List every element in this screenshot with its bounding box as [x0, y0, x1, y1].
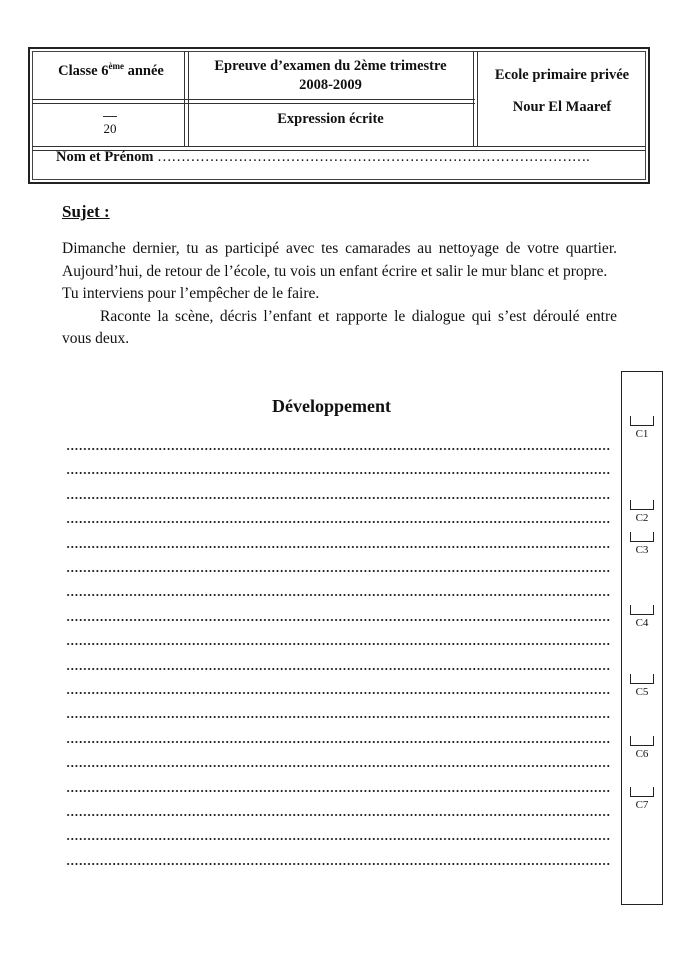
writing-line[interactable]	[66, 863, 611, 865]
header-divider	[32, 99, 475, 104]
criterion-marker	[629, 736, 655, 760]
prompt-paragraph: Raconte la scène, décris l’enfant et rapporte le dialogue qui s’est déroulé entre vous deux.	[62, 307, 617, 347]
criterion-score-bracket[interactable]	[630, 674, 654, 684]
score-total: 20	[103, 121, 117, 136]
score-field	[80, 116, 140, 137]
name-dots: ……………………………………………………………………………….	[157, 149, 590, 165]
writing-line[interactable]	[66, 814, 611, 816]
writing-line[interactable]	[66, 838, 611, 840]
writing-line[interactable]	[66, 692, 611, 694]
exam-header-table	[28, 47, 650, 184]
criterion-marker	[629, 674, 655, 698]
name-field	[56, 149, 590, 166]
criterion-score-bracket[interactable]	[630, 605, 654, 615]
sujet-prompt	[62, 238, 617, 351]
school-type: Ecole primaire privée	[494, 67, 630, 83]
criterion-marker	[629, 605, 655, 629]
writing-line[interactable]	[66, 448, 611, 450]
writing-line[interactable]	[66, 643, 611, 645]
writing-line[interactable]	[66, 741, 611, 743]
criterion-score-bracket[interactable]	[630, 500, 654, 510]
writing-line[interactable]	[66, 716, 611, 718]
criterion-marker	[629, 500, 655, 524]
criterion-label: C7	[635, 799, 649, 811]
writing-line[interactable]	[66, 521, 611, 523]
criterion-marker	[629, 416, 655, 440]
criterion-score-bracket[interactable]	[630, 787, 654, 797]
criterion-label: C4	[635, 617, 649, 629]
criterion-label: C6	[635, 748, 649, 760]
sujet-heading: Sujet :	[62, 202, 110, 221]
writing-line[interactable]	[66, 546, 611, 548]
school-name: Nour El Maaref	[512, 99, 612, 115]
criterion-label: C2	[635, 512, 649, 524]
prompt-paragraph: Tu interviens pour l’empêcher de le faire.	[62, 285, 320, 302]
criterion-marker	[629, 532, 655, 556]
writing-line[interactable]	[66, 668, 611, 670]
criteria-box	[621, 371, 663, 905]
criterion-score-bracket[interactable]	[630, 532, 654, 542]
writing-line[interactable]	[66, 472, 611, 474]
criterion-label: C3	[635, 544, 649, 556]
criterion-score-bracket[interactable]	[630, 416, 654, 426]
criterion-label: C5	[635, 686, 649, 698]
prompt-paragraph: Dimanche dernier, tu as participé avec tes camarades au nettoyage de votre quartier. Aujourd’hui, de retour de l’école, tu vois un enfant écrire et salir le mur blanc et propre.	[62, 240, 617, 280]
class-label: Classe 6ème année	[58, 61, 164, 79]
criterion-label: C1	[635, 428, 649, 440]
writing-line[interactable]	[66, 765, 611, 767]
exam-title-line: Epreuve d’examen du 2ème trimestre	[214, 58, 447, 74]
score-blank	[103, 116, 117, 117]
writing-line[interactable]	[66, 570, 611, 572]
name-label: Nom et Prénom	[56, 149, 154, 165]
development-heading: Développement	[272, 396, 391, 416]
writing-line[interactable]	[66, 594, 611, 596]
writing-line[interactable]	[66, 619, 611, 621]
criterion-score-bracket[interactable]	[630, 736, 654, 746]
writing-line[interactable]	[66, 790, 611, 792]
criterion-marker	[629, 787, 655, 811]
exam-title	[188, 57, 473, 95]
exam-year: 2008-2009	[299, 77, 362, 93]
subject-title: Expression écrite	[277, 111, 384, 127]
writing-line[interactable]	[66, 497, 611, 499]
